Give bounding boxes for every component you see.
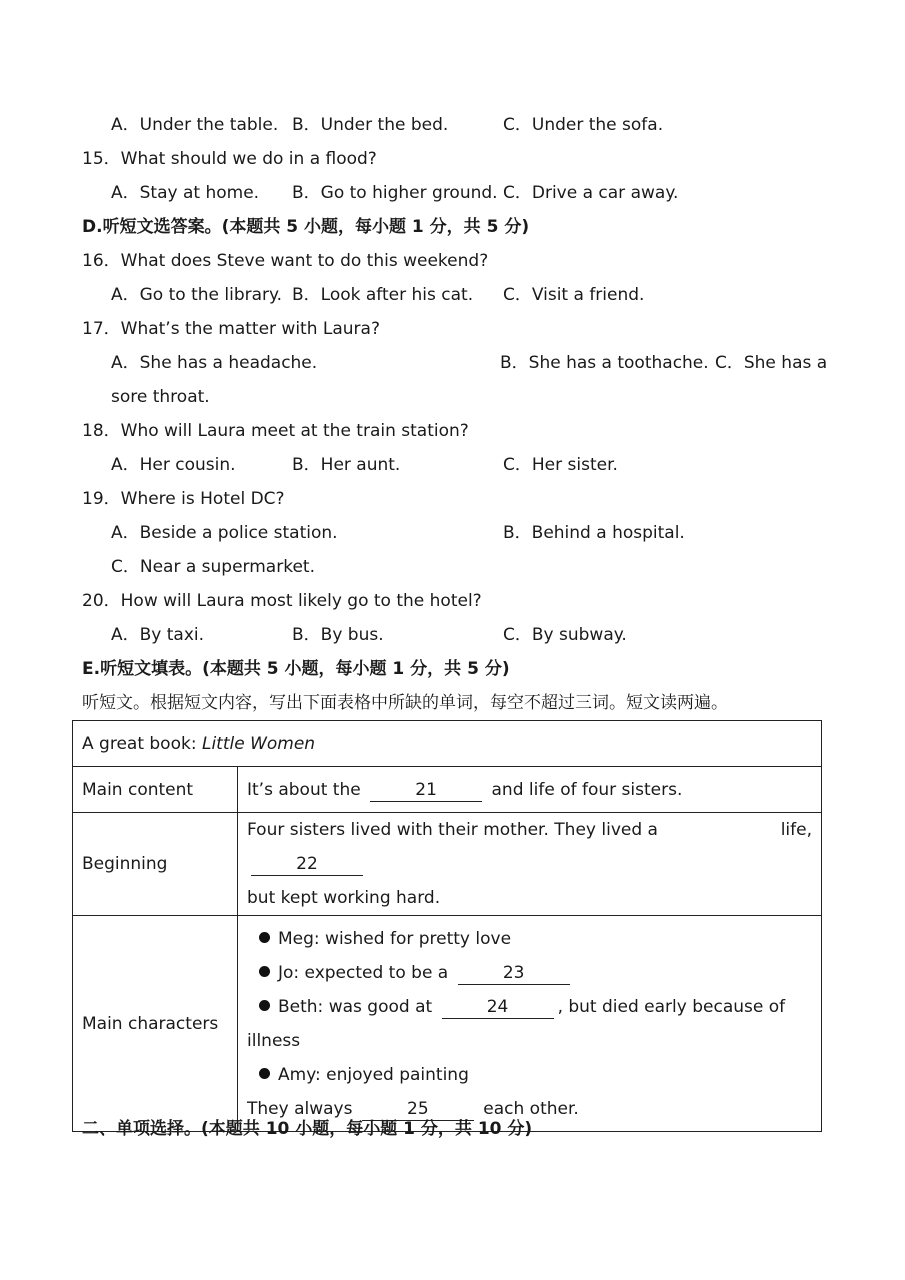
char-meg [247, 922, 812, 956]
q14-option-b: B．Under the bed. [292, 115, 449, 135]
q17-option-c: C．She has a [715, 353, 828, 373]
q20-option-b: B．By bus. [292, 625, 384, 645]
char-meg-text: Meg: wished for pretty love [278, 928, 512, 949]
q17-option-a: A．She has a headache. [111, 353, 318, 373]
table-row-characters [73, 916, 822, 1132]
q16-option-c: C．Visit a friend. [503, 285, 645, 305]
table-row-beginning [73, 813, 822, 916]
blank-24[interactable]: 24 [442, 996, 554, 1019]
main-content-post: and life of four sisters. [491, 779, 683, 800]
main-content-cell [238, 767, 822, 813]
q16-stem: 16．What does Steve want to do this weekend? [82, 251, 489, 271]
bullet-icon [259, 966, 270, 977]
q15-option-a: A．Stay at home. [111, 183, 260, 203]
q18-option-b: B．Her aunt. [292, 455, 401, 475]
beginning-post: life, [780, 820, 812, 840]
char-jo-text: Jo: expected to be a [278, 962, 449, 983]
char-beth [247, 990, 812, 1024]
q17-option-b: B．She has a toothache. [500, 353, 709, 373]
characters-cell [238, 916, 822, 1132]
blank-21[interactable]: 21 [370, 779, 482, 802]
char-amy [247, 1058, 812, 1092]
characters-label: Main characters [73, 916, 238, 1132]
q19-option-b: B．Behind a hospital. [503, 523, 685, 543]
q17-stem: 17．What’s the matter with Laura? [82, 319, 380, 339]
q19-stem: 19．Where is Hotel DC? [82, 489, 285, 509]
char-jo [247, 956, 812, 990]
section-e-instruction: 听短文。根据短文内容，写出下面表格中所缺的单词，每空不超过三词。短文读两遍。 [82, 693, 728, 713]
table-title-book: Little Women [201, 733, 316, 754]
q19-option-a: A．Beside a police station. [111, 523, 338, 543]
q20-stem: 20．How will Laura most likely go to the hotel? [82, 591, 482, 611]
beginning-label: Beginning [73, 813, 238, 916]
always-post: each other. [483, 1098, 579, 1119]
q20-option-c: C．By subway. [503, 625, 627, 645]
table-title-cell [73, 721, 822, 767]
main-content-pre: It’s about the [247, 779, 361, 800]
q19-option-c: C．Near a supermarket. [111, 557, 315, 577]
blank-25[interactable]: 25 [362, 1098, 474, 1121]
q18-option-a: A．Her cousin. [111, 455, 236, 475]
q15-option-b: B．Go to higher ground. [292, 183, 498, 203]
blank-23[interactable]: 23 [458, 962, 570, 985]
bullet-icon [259, 932, 270, 943]
blank-22[interactable]: 22 [251, 853, 363, 876]
always-pre: They always [247, 1098, 353, 1119]
section-2-heading: 二、单项选择。(本题共 10 小题，每小题 1 分，共 10 分) [82, 1119, 533, 1139]
char-beth-text: Beth: was good at [278, 996, 433, 1017]
table-title-prefix: A great book: [82, 733, 202, 754]
q15-option-c: C．Drive a car away. [503, 183, 679, 203]
section-e-heading: E.听短文填表。(本题共 5 小题，每小题 1 分，共 5 分) [82, 659, 510, 679]
char-beth-post: , but died early because of [557, 996, 786, 1017]
little-women-table [72, 720, 822, 1132]
q17-option-c-cont: sore throat. [111, 387, 210, 407]
q20-option-a: A．By taxi. [111, 625, 205, 645]
main-content-label: Main content [73, 767, 238, 813]
q15-stem: 15．What should we do in a flood? [82, 149, 377, 169]
q14-option-c: C．Under the sofa. [503, 115, 664, 135]
bullet-icon [259, 1068, 270, 1079]
q16-option-b: B．Look after his cat. [292, 285, 474, 305]
q14-option-a: A．Under the table. [111, 115, 279, 135]
char-amy-text: Amy: enjoyed painting [278, 1064, 469, 1085]
section-d-heading: D.听短文选答案。(本题共 5 小题，每小题 1 分，共 5 分) [82, 217, 530, 237]
q18-stem: 18．Who will Laura meet at the train station? [82, 421, 469, 441]
q18-option-c: C．Her sister. [503, 455, 618, 475]
beginning-cell [238, 813, 822, 916]
table-row-main-content [73, 767, 822, 813]
table-row-title [73, 721, 822, 767]
beginning-line2: but kept working hard. [247, 888, 441, 908]
char-beth-line2: illness [247, 1030, 301, 1051]
q16-option-a: A．Go to the library. [111, 285, 283, 305]
bullet-icon [259, 1000, 270, 1011]
beginning-pre: Four sisters lived with their mother. They lived a [247, 820, 658, 840]
